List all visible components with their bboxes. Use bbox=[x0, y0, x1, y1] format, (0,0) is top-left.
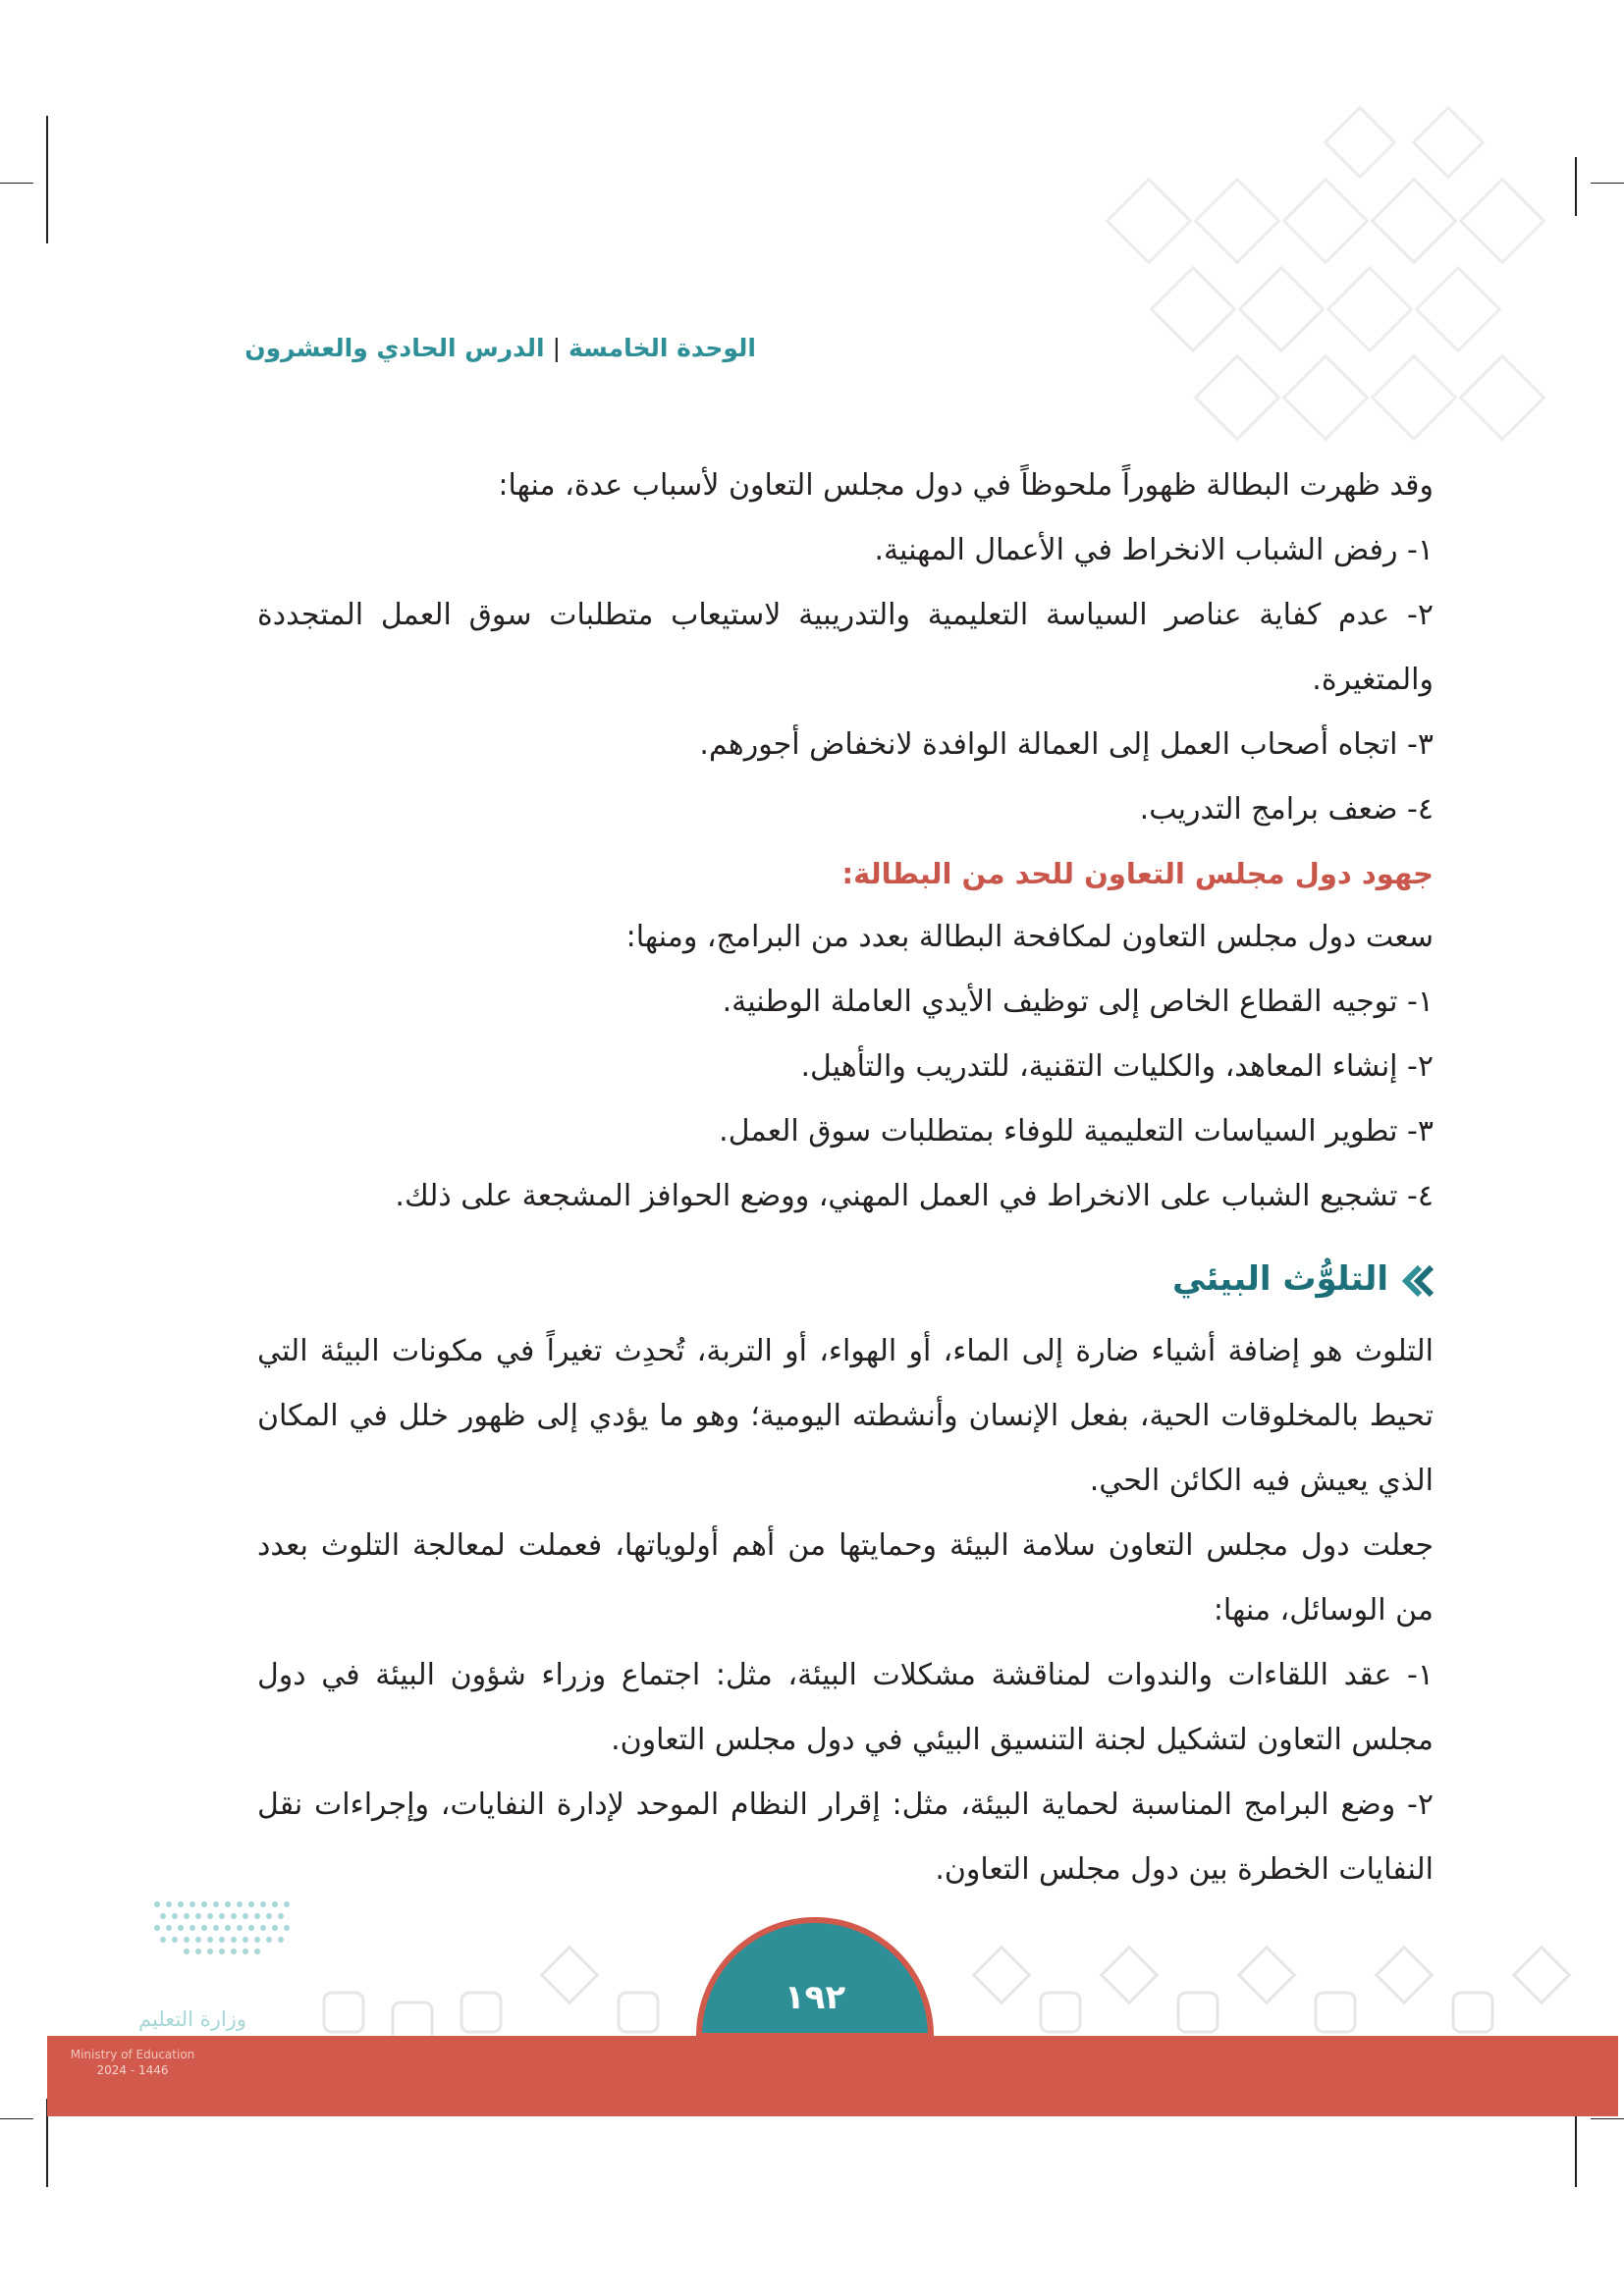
gcc-intro: جعلت دول مجلس التعاون سلامة البيئة وحمايتها من أهم أولوياتها، فعملت لمعالجة التلوث بعدد من الوسائل، منها: bbox=[257, 1528, 1434, 1628]
effort-item: ٣- تطوير السياسات التعليمية للوفاء بمتطلبات سوق العمل. bbox=[719, 1114, 1434, 1148]
ministry-logo-icon bbox=[49, 1873, 304, 2069]
efforts-heading: جهود دول مجلس التعاون للحد من البطالة: bbox=[841, 857, 1434, 890]
measure-item: ٢- وضع البرامج المناسبة لحماية البيئة، مثل: إقرار النظام الموحد لإدارة النفايات، وإجراءات نقل النفايات الخطرة بين دول مجلس التعاون. bbox=[257, 1788, 1434, 1887]
effort-item: ٢- إنشاء المعاهد، والكليات التقنية، للتدريب والتأهيل. bbox=[800, 1049, 1434, 1084]
ministry-year: 2024 - 1446 bbox=[96, 2063, 169, 2077]
cause-item: ٤- ضعف برامج التدريب. bbox=[1139, 792, 1434, 827]
unit-label: الوحدة الخامسة bbox=[568, 334, 756, 362]
effort-item: ١- توجيه القطاع الخاص إلى توظيف الأيدي العاملة الوطنية. bbox=[722, 985, 1434, 1019]
cause-item: ٣- اتجاه أصحاب العمل إلى العمالة الوافدة لانخفاض أجورهم. bbox=[699, 727, 1434, 762]
ministry-name: وزارة التعليم bbox=[138, 2007, 246, 2031]
lesson-label: الدرس الحادي والعشرون bbox=[244, 334, 545, 362]
effort-item: ٤- تشجيع الشباب على الانخراط في العمل المهني، ووضع الحوافز المشجعة على ذلك. bbox=[395, 1179, 1434, 1213]
cause-item: ٢- عدم كفاية عناصر السياسة التعليمية والتدريبية لاستيعاب متطلبات سوق العمل المتجددة والمتغيرة. bbox=[257, 598, 1434, 697]
pollution-definition: التلوث هو إضافة أشياء ضارة إلى الماء، أو الهواء، أو التربة، تُحدِث تغيراً في مكونات البيئة التي تحيط بالمخلوقات الحية، بفعل الإنسان وأنشطته اليومية؛ وهو ما يؤدي إلى ظهور خلل في المكان الذي يعيش فيه الكائن الحي. bbox=[257, 1334, 1434, 1498]
page-number: ١٩٢ bbox=[784, 1978, 846, 2017]
efforts-intro: سعت دول مجلس التعاون لمكافحة البطالة بعدد من البرامج، ومنها: bbox=[625, 920, 1434, 954]
header-separator: | bbox=[552, 334, 561, 362]
cause-item: ١- رفض الشباب الانخراط في الأعمال المهنية. bbox=[874, 533, 1434, 567]
unemployment-intro: وقد ظهرت البطالة ظهوراً ملحوظاً في دول مجلس التعاون لأسباب عدة، منها: bbox=[498, 468, 1434, 503]
ministry-subtitle: Ministry of Education bbox=[70, 2048, 195, 2061]
measure-item: ١- عقد اللقاءات والندوات لمناقشة مشكلات البيئة، مثل: اجتماع وزراء شؤون البيئة في دول مجلس التعاون لتشكيل لجنة التنسيق البيئي في دول مجلس التعاون. bbox=[257, 1658, 1434, 1757]
section-title-text: التلوُّث البيئي bbox=[1172, 1259, 1388, 1299]
